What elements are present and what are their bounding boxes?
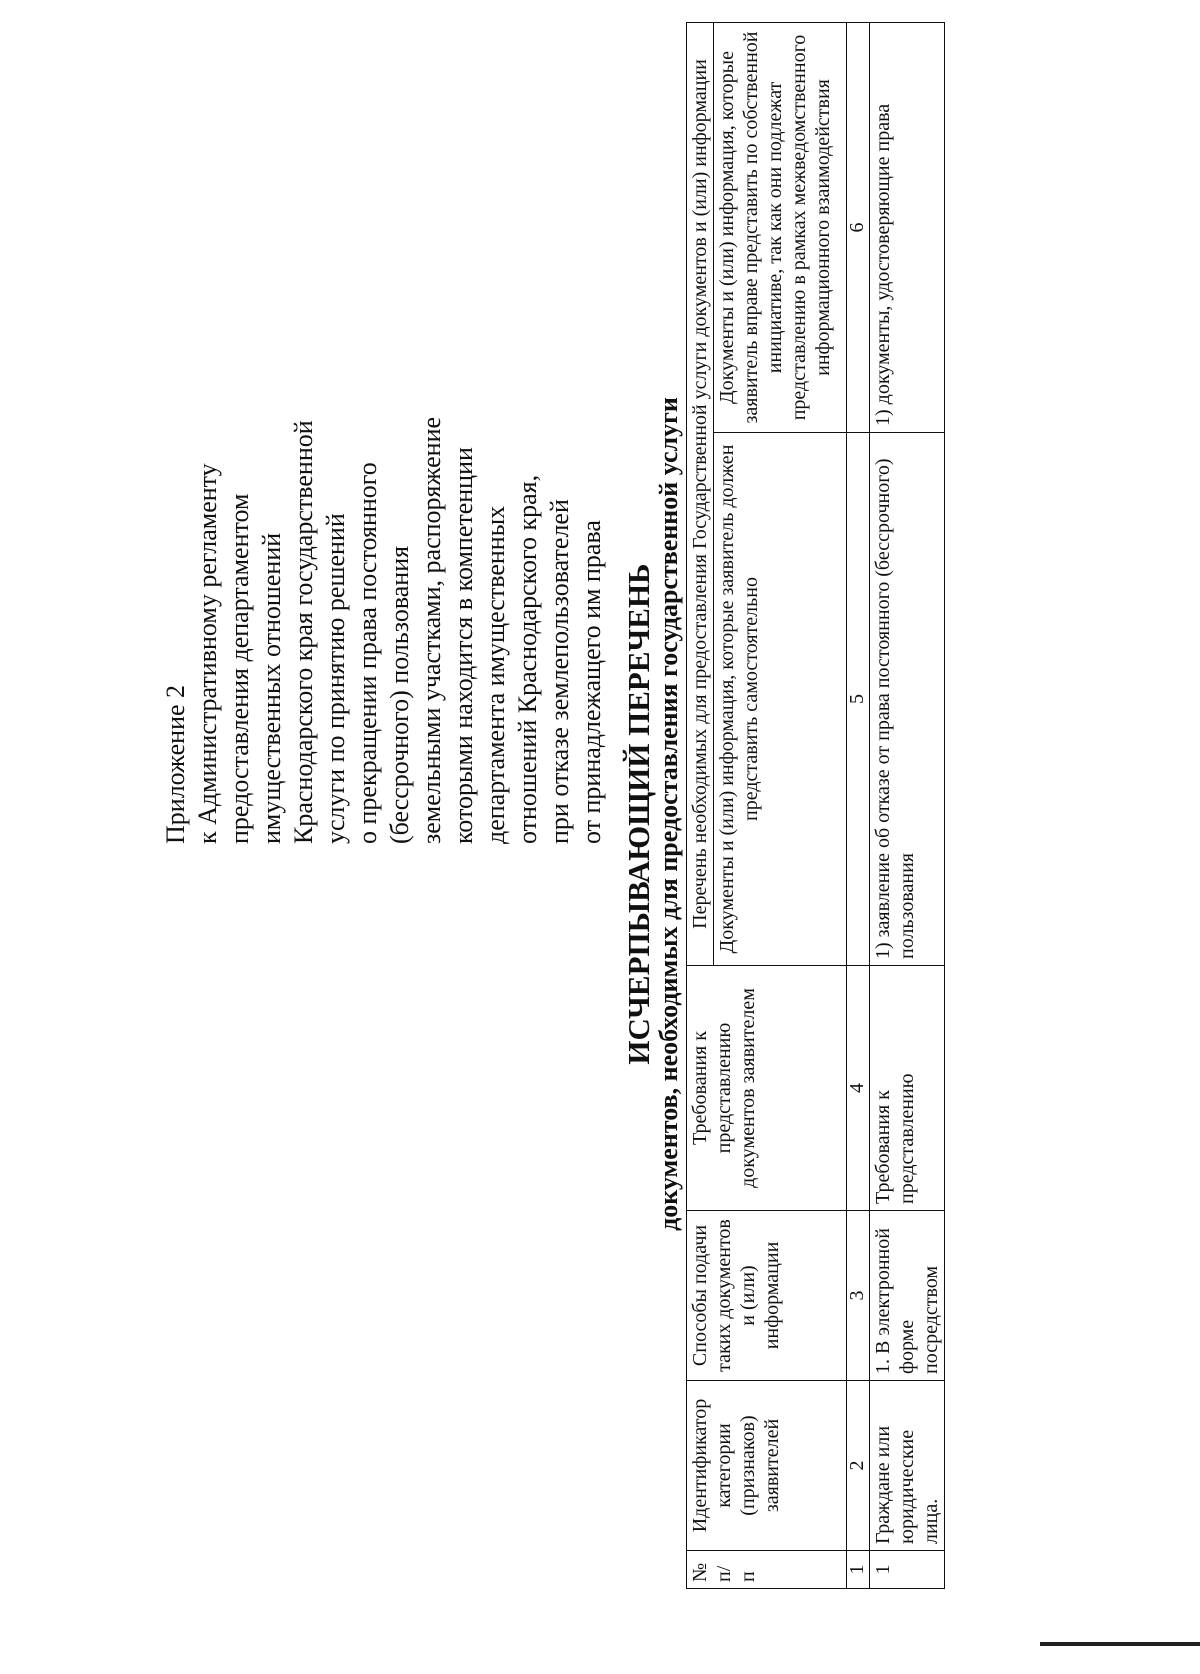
header-documents-group: Перечень необходимых для предоставления Государственной услуги документов и (или) информации: [687, 22, 714, 965]
column-number: 3: [847, 1211, 870, 1381]
column-number: 6: [847, 22, 870, 432]
appendix-line: к Административному регламенту: [193, 463, 222, 844]
documents-table: [686, 22, 945, 1589]
applicant-category-cell: Граждане или юридические лица.: [870, 1381, 945, 1551]
header-documents-interagency: Документы и (или) информация, которые заявитель вправе представить по собственной инициативе, так как они подлежат представлению в рамках межведомственного информационного взаимодействия: [714, 22, 847, 432]
appendix-line: которыми находится в компетенции: [449, 447, 478, 844]
appendix-line: от принадлежащего им права: [577, 520, 606, 844]
submission-method-cell: 1. В электронной форме посредством: [870, 1211, 945, 1381]
header-number: № п/п: [687, 1551, 847, 1589]
header-submission-methods: Способы подачи таких документов и (или) информации: [687, 1211, 847, 1381]
column-number: 4: [847, 966, 870, 1211]
appendix-line: услуги по принятию решений: [321, 513, 350, 844]
documents-self-cell: 1) заявление об отказе от права постоянного (бессрочного) пользования: [870, 433, 945, 966]
appendix-line: Краснодарского края государственной: [289, 420, 318, 844]
requirements-cell: Требования к представлению: [870, 966, 945, 1211]
appendix-line: предоставления департаментом: [225, 493, 254, 844]
document-subtitle: документов, необходимых для предоставления государственной услуги: [654, 397, 683, 1231]
header-applicant-category: Идентификатор категории (признаков) заявителей: [687, 1381, 847, 1551]
column-number: 1: [847, 1551, 870, 1589]
documents-interagency-cell: 1) документы, удостоверяющие права: [870, 22, 945, 432]
table-row: [870, 22, 945, 1588]
appendix-line: при отказе землепользователей: [545, 499, 574, 844]
column-number: 5: [847, 433, 870, 966]
appendix-note: [160, 24, 608, 844]
table-row-column-numbers: [847, 22, 870, 1588]
column-number: 2: [847, 1381, 870, 1551]
appendix-line: Приложение 2: [161, 684, 190, 844]
appendix-line: департамента имущественных: [481, 505, 510, 844]
table-header-row: [687, 22, 714, 1588]
header-requirements: Требования к представлению документов заявителем: [687, 966, 847, 1211]
appendix-line: отношений Краснодарского края,: [513, 474, 542, 844]
appendix-line: (бессрочного) пользования: [385, 545, 414, 844]
appendix-line: имущественных отношений: [257, 532, 286, 844]
appendix-line: земельными участками, распоряжение: [417, 416, 446, 844]
header-documents-self: Документы и (или) информация, которые заявитель должен представить самостоятельно: [714, 433, 847, 966]
document-title: ИСЧЕРПЫВАЮЩИЙ ПЕРЕЧЕНЬ: [621, 563, 656, 1065]
appendix-line: о прекращении права постоянного: [353, 462, 382, 844]
page-edge-rule: [1040, 1642, 1200, 1646]
row-number: 1: [870, 1551, 945, 1589]
